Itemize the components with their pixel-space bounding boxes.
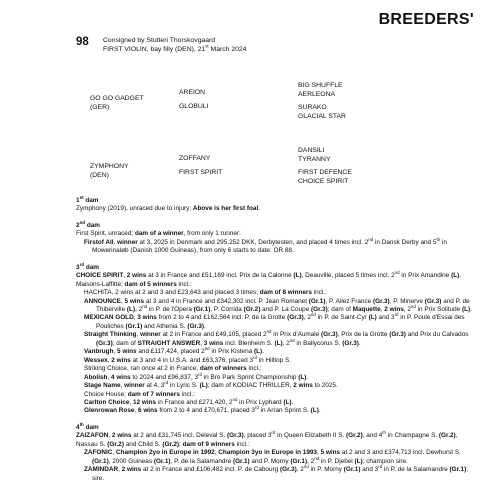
pedigree-gen3-b: SURAKO GLACIAL STAR (298, 104, 346, 120)
pedigree-sire-dam: GLOBULI (179, 103, 209, 110)
pedigree-sire: GO GO GADGET (GER) (90, 95, 144, 111)
pedigree-dam-sire: ZOFFANY (179, 155, 211, 162)
pedigree-gen3-d: FIRST DEFENCE CHOICE SPIRIT (298, 169, 352, 185)
fourth-dam-line-3: ZAMINDAR, 2 wins at 2 in France and £106,482 incl. P. de Cabourg (Gr.3), 2nd in P. Morny (Gr.1) and 3rd in P. de la Salamandre (Gr.1); sire. (84, 464, 469, 482)
third-dam-line-11: Choice House; dam of 7 winners incl.: (84, 390, 195, 398)
pedigree-gen3-a: BIG SHUFFLE AERLEONA (298, 82, 343, 98)
third-dam-line-12: Carlton Choice, 12 wins in France and £271,420, 2nd in Prix Lyphard (L). (84, 396, 294, 406)
lot-number: 98 (76, 36, 89, 48)
first-dam-text: Zymphony (2019), unraced due to injury; Above is her first foal. (76, 205, 260, 213)
pedigree-dam: ZYMPHONY (DEN) (90, 163, 129, 179)
fourth-dam-line-1: ZAIZAFON, 2 wins at 2 and £31,745 incl. Deleval S. (Gr.3), placed 3rd in Queen Elizabeth II S. (Gr.2), and 4th in Champagne S. (Gr.2), Nassau S. (Gr.2) and Child S. (Gr.2); dam of 9 winners incl.: (76, 430, 458, 448)
third-dam-line-4: MEXICAN GOLD, 3 wins from 2 to 4 and £162,564 incl. P. de la Grotte (Gr.3), 2nd in P. de Saint-Cyr (L) and 3rd in P. Poule d'Essai des Pouliches (Gr.1) and Athenia S. (Gr.3). (84, 312, 465, 330)
lot-header (103, 36, 246, 54)
third-dam-line-6: Vanbrugh, 5 wins and £117,424, placed 2nd in Prix Kistena (L). (84, 346, 264, 356)
third-dam-line-3: ANNOUNCE, 5 wins at 3 and 4 in France and £342,302 incl. P. Jean Romanet (Gr.1), P. Allez France (Gr.3), P. Minerve (Gr.3) and P. de Thiberville (L), 2nd in P. de l'Opera (Gr.1), P. Corrida (Gr.2) and P. La Coupe (Gr.3); dam of Maquette, 2 wins, 2nd in Prix Solitude (L). (84, 297, 472, 313)
consignor-text: Consigned by Stutteri Thorskovgaard (103, 37, 216, 44)
third-dam-line-9: Abolish, 4 wins to 2024 and £96,837, 3rd in Bro Park Sprint Championship (L). (84, 371, 309, 381)
fourth-dam-line-2: ZAFONIC, Champion 2yo in Europe in 1992, Champion 3yo in Europe in 1993, 5 wins at 2 and 3 and £374,713 incl. Dewhurst S. (Gr.1), 2000 Guineas (Gr.1), P. de la Salamandre (Gr.1) and P. Morny (Gr.1), 2nd in P. Djebel (L); champion sire. (84, 449, 461, 465)
catalogue-body (76, 193, 480, 483)
third-dam-line-13: Glenrowan Rose, 6 wins from 2 to 4 and £70,671, placed 3rd in Arran Sprint S. (L). (84, 405, 321, 415)
second-dam-progeny: Firstof All, winner at 3, 2025 in Denmark and 295.252 DKK, Derbytesten, and placed 4 times incl. 2nd in Dansk Derby and 5th in Mowerinaløb (Danish 1000 Guineas), from only 6 starts to date: OR 88. (84, 236, 447, 255)
third-dam-line-2: HACHITA, 2 wins at 2 and 3 and £23,643 and placed 3 times; dam of 8 winners incl.: (84, 289, 327, 297)
third-dam-line-5: Straight Thinking, winner at 2 in France and £49,105, placed 2nd in Prix d'Aumale (Gr.3), Prix de la Grotte (Gr.3) and Prix du Calvados (Gr.3); dam of STRAIGHT ANSWER, 3 wins incl. Blenheim S. (L), 2nd in Ballycorus S. (Gr.3). (84, 329, 469, 347)
fourth-dam-heading: 4th dam (76, 421, 99, 431)
third-dam-line-7: Wessex, 2 wins at 3 and 4 in U.S.A. and £63,376, placed 3rd in Hilltop S. (84, 354, 292, 364)
second-dam-line: First Spirit, unraced; dam of a winner, from only 1 runner: (76, 230, 241, 238)
pedigree-dam-dam: FIRST SPIRIT (179, 169, 223, 176)
pedigree-gen3-c: DANSILI TYRANNY (298, 147, 331, 163)
third-dam-line-10: Stage Name, winner at 4, 3rd in Lyric S. (L); dam of KODIAC THRILLER, 2 wins to 2025. (84, 379, 338, 390)
third-dam-line-1: CHOICE SPIRIT, 2 wins at 3 in France and £51,169 incl. Prix de la Calonne (L), Deauville, placed 5 times incl. 2nd in Prix Amandine (L), Maisons-Laffitte; dam of 5 winners incl.: (76, 270, 462, 288)
first-dam-heading: 1st dam (76, 194, 99, 204)
breeders-logo: BREEDERS' (378, 11, 474, 28)
pedigree-sire-sire: AREION (179, 89, 206, 96)
second-dam-heading: 2nd dam (76, 219, 100, 229)
third-dam-line-8: Striking Choice, ran once at 2 in France; dam of winners incl.: (84, 365, 262, 373)
horse-description: FIRST VIOLIN, bay filly (DEN), 21st March 2024 (103, 43, 247, 53)
third-dam-heading: 3rd dam (76, 261, 99, 271)
